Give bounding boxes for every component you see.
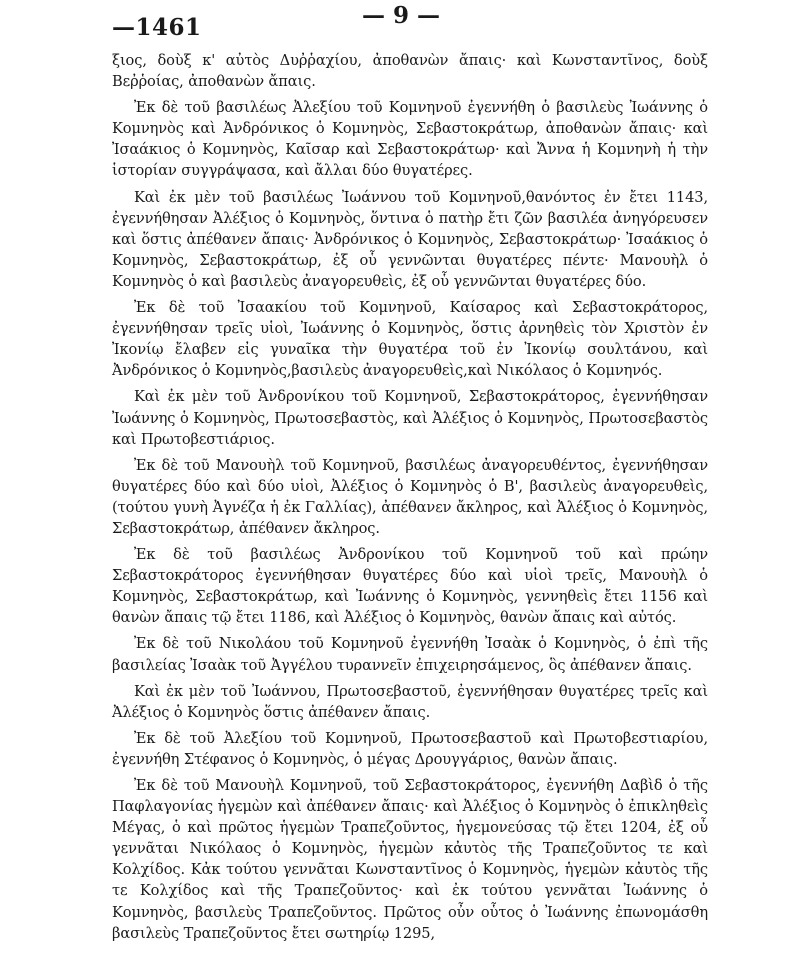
paragraph: Καὶ ἐκ μὲν τοῦ Ἀνδρονίκου τοῦ Κομνηνοῦ, Σεβαστοκράτορος, ἐγεννήθησαν Ἰωάννης ὁ Κομνηνὸς, Πρωτοσεβαστὸς, καὶ Ἀλέξιος ὁ Κομνηνὸς, Πρωτοσεβαστὸς καὶ Πρωτοβεστιάριος. (112, 388, 708, 448)
page-number: — 9 — (362, 2, 441, 29)
paragraph: Ἐκ δὲ τοῦ Νικολάου τοῦ Κομνηνοῦ ἐγεννήθη Ἰσαὰκ ὁ Κομνηνὸς, ὁ ἐπὶ τῆς βασιλείας Ἰσαὰκ τοῦ Ἀγγέλου τυραννεῖν ἐπιχειρησάμενος, ὃς ἀπέθανεν ἄπαις. (112, 635, 708, 674)
paragraph: Ἐκ δὲ τοῦ Μανουὴλ Κομνηνοῦ, τοῦ Σεβαστοκράτορος, ἐγεννήθη Δαβὶδ ὁ τῆς Παφλαγονίας ἡγεμὼν καὶ ἀπέθανεν ἄπαις· καὶ Ἀλέξιος ὁ Κομνηνὸς ὁ ἐπικληθεὶς Μέγας, ὁ καὶ πρῶτος ἡγεμὼν Τραπεζοῦντος, ἡγεμονεύσας τῷ ἔτει 1204, ἐξ οὗ γεννᾶται Νικόλαος ὁ Κομνηνὸς, ἡγεμὼν κἀυτὸς τῆς Τραπεζοῦντος τε καὶ Κολχίδος. Κἀκ τούτου γεννᾶται Κωνσταντῖνος ὁ Κομνηνὸς, ἡγεμὼν κἀυτὸς τῆς τε Κολχίδος καὶ τῆς Τραπεζοῦντος· καὶ ἐκ τούτου γεννᾶται Ἰωάννης ὁ Κομνηνὸς, βασιλεὺς Τραπεζοῦντος. Πρῶτος οὖν οὗτος ὁ Ἰωάννης ἐπωνομάσθη βασιλεὺς Τραπεζοῦντος ἔτει σωτηρίῳ 1295, (112, 777, 708, 942)
paragraph: ξιος, δοὺξ κ' αὐτὸς Δυῤῥαχίου, ἀποθανὼν ἄπαις· καὶ Κωνσταντῖνος, δοὺξ Βεῤῥοίας, ἀποθανὼν ἄπαις. (112, 52, 708, 91)
paragraph: Ἐκ δὲ τοῦ Ἰσαακίου τοῦ Κομνηνοῦ, Καίσαρος καὶ Σεβαστοκράτορος, ἐγεννήθησαν τρεῖς υἱοὶ, Ἰωάννης ὁ Κομνηνὸς, ὅστις ἀρνηθεὶς τὸν Χριστὸν ἐν Ἰκονίῳ ἔλαβεν εἰς γυναῖκα τὴν θυγατέρα τοῦ ἐν Ἰκονίῳ σουλτάνου, καὶ Ἀνδρόνικος ὁ Κομνηνὸς,βασιλεὺς ἀναγορευθεὶς,καὶ Νικόλαος ὁ Κομνηνός. (112, 299, 708, 380)
paragraph: Ἐκ δὲ τοῦ Μανουὴλ τοῦ Κομνηνοῦ, βασιλέως ἀναγορευθέντος, ἐγεννήθησαν θυγατέρες δύο καὶ δύο υἱοὶ, Ἀλέξιος ὁ Κομνηνὸς ὁ Β', βασιλεὺς ἀναγορευθεὶς, (τούτου γυνὴ Ἀγνέζα ἡ ἐκ Γαλλίας), ἀπέθανεν ἄκληρος, καὶ Ἀλέξιος ὁ Κομνηνὸς, Σεβαστοκράτωρ, ἀπέθανεν ἄκληρος. (112, 456, 708, 537)
paragraph: Ἐκ δὲ τοῦ βασιλέως Ἀλεξίου τοῦ Κομνηνοῦ ἐγεννήθη ὁ βασιλεὺς Ἰωάννης ὁ Κομνηνὸς καὶ Ἀνδρόνικος ὁ Κομνηνὸς, Σεβαστοκράτωρ, ἀποθανὼν ἄπαις· καὶ Ἰσαάκιος ὁ Κομνηνὸς, Καῖσαρ καὶ Σεβαστοκράτωρ· καὶ Ἄννα ἡ Κομνηνὴ ἡ τὴν ἱστορίαν συγγράψασα, καὶ ἄλλαι δύο θυγατέρες. (112, 99, 708, 180)
paragraph: Καὶ ἐκ μὲν τοῦ βασιλέως Ἰωάννου τοῦ Κομνηνοῦ,θανόντος ἐν ἔτει 1143, ἐγεννήθησαν Ἀλέξιος ὁ Κομνηνὸς, ὅντινα ὁ πατὴρ ἔτι ζῶν βασιλέα ἀνηγόρευσεν καὶ ὅστις ἀπέθανεν ἄπαις· Ἀνδρόνικος ὁ Κομνηνὸς, Σεβαστοκράτωρ· Ἰσαάκιος ὁ Κομνηνὸς, Σεβαστοκράτωρ, ἐξ οὗ γεννῶνται θυγατέρες πέντε· Μανουὴλ ὁ Κομνηνὸς ὁ καὶ βασιλεὺς ἀναγορευθεὶς, ἐξ οὗ γεννῶνται θυγατέρες δύο. (112, 188, 708, 290)
page-header (112, 0, 708, 50)
year-heading: —1461 (112, 14, 202, 41)
paragraph: Ἐκ δὲ τοῦ βασιλέως Ἀνδρονίκου τοῦ Κομνηνοῦ τοῦ καὶ πρώην Σεβαστοκράτορος ἐγεννήθησαν θυγατέρες δύο καὶ υἱοὶ τρεῖς, Μανουὴλ ὁ Κομνηνὸς, Σεβαστοκράτωρ, καὶ Ἰωάννης ὁ Κομνηνὸς, γεννηθεὶς ἔτει 1156 καὶ θανὼν ἄπαις τῷ ἔτει 1186, καὶ Ἀλέξιος ὁ Κομνηνὸς, θανὼν ἄπαις καὶ αὐτός. (112, 546, 708, 627)
paragraph: Ἐκ δὲ τοῦ Ἀλεξίου τοῦ Κομνηνοῦ, Πρωτοσεβαστοῦ καὶ Πρωτοβεστιαρίου, ἐγεννήθη Στέφανος ὁ Κομνηνὸς, ὁ μέγας Δρουγγάριος, θανὼν ἄπαις. (112, 729, 708, 768)
paragraph: Καὶ ἐκ μὲν τοῦ Ἰωάννου, Πρωτοσεβαστοῦ, ἐγεννήθησαν θυγατέρες τρεῖς καὶ Ἀλέξιος ὁ Κομνηνὸς ὅστις ἀπέθανεν ἄπαις. (112, 682, 708, 721)
body-text (112, 50, 708, 944)
